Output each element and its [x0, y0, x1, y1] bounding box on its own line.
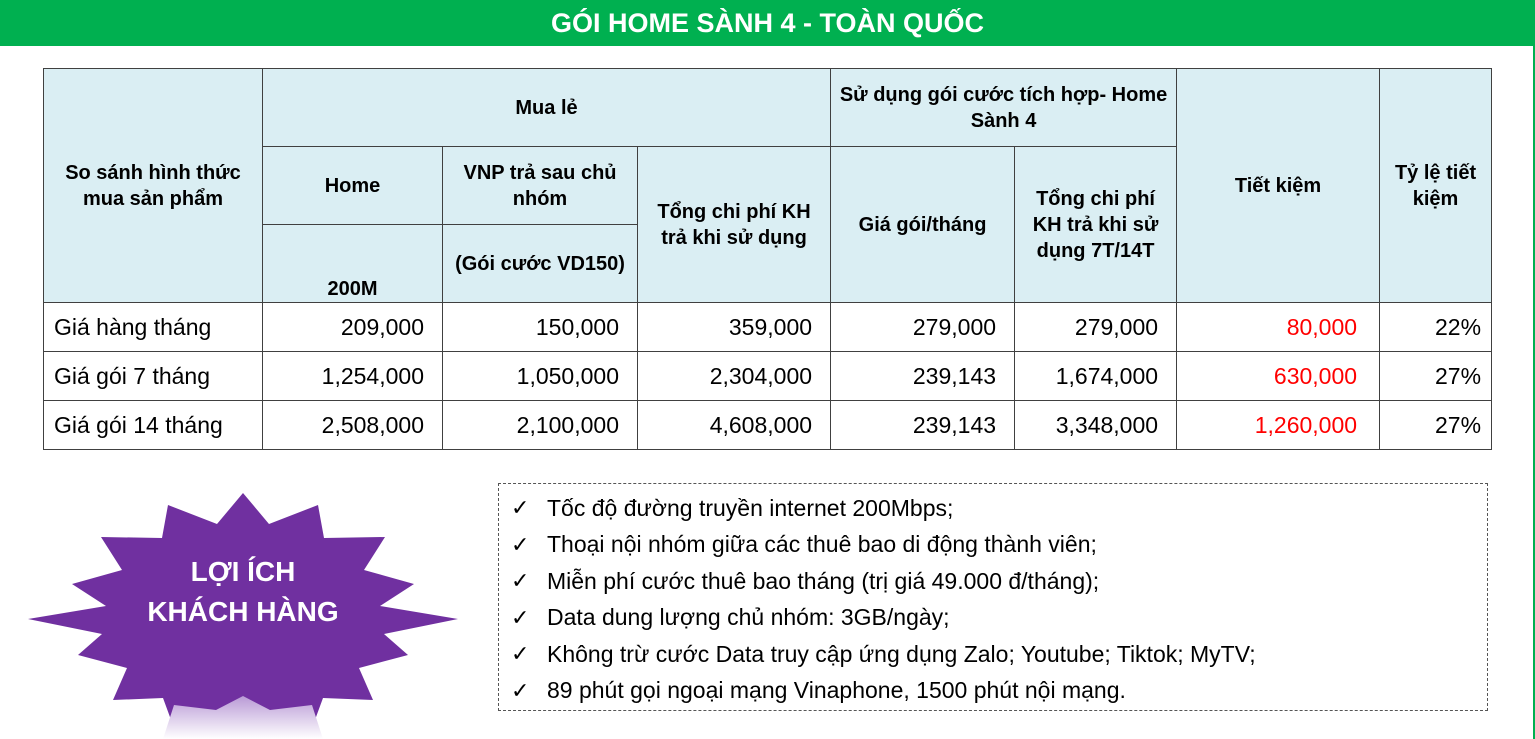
header-saving: Tiết kiệm [1177, 69, 1380, 303]
cell-rate: 22% [1380, 303, 1492, 352]
header-bundle-price: Giá gói/tháng [831, 147, 1015, 303]
cell-home: 2,508,000 [263, 401, 443, 450]
table-row [44, 401, 1492, 450]
cell-saving: 1,260,000 [1177, 401, 1380, 450]
list-item [499, 636, 1487, 673]
list-item [499, 563, 1487, 600]
benefit-text: Thoại nội nhóm giữa các thuê bao di động thành viên; [547, 531, 1097, 558]
check-icon: ✓ [511, 568, 530, 594]
header-home-speed: 200M [263, 225, 443, 303]
header-compare: So sánh hình thức mua sản phẩm [44, 69, 263, 303]
page-title: GÓI HOME SÀNH 4 - TOÀN QUỐC [550, 7, 985, 38]
cell-rate: 27% [1380, 401, 1492, 450]
row-label: Giá gói 14 tháng [44, 401, 263, 450]
comparison-table [43, 68, 1492, 450]
cell-bundle-price: 239,143 [831, 401, 1015, 450]
cell-vnp: 1,050,000 [443, 352, 638, 401]
page-title-banner [0, 0, 1535, 46]
cell-retail-total: 4,608,000 [638, 401, 831, 450]
header-retail: Mua lẻ [263, 69, 831, 147]
customer-benefits-badge [28, 490, 458, 739]
cell-bundle-price: 239,143 [831, 352, 1015, 401]
benefits-list [498, 483, 1488, 711]
check-icon: ✓ [511, 604, 530, 630]
benefit-text: Data dung lượng chủ nhóm: 3GB/ngày; [547, 604, 950, 631]
table-row [44, 303, 1492, 352]
benefit-text: Tốc độ đường truyền internet 200Mbps; [547, 494, 954, 521]
cell-rate: 27% [1380, 352, 1492, 401]
header-bundle: Sử dụng gói cước tích hợp- Home Sành 4 [831, 69, 1177, 147]
check-icon: ✓ [511, 641, 530, 667]
list-item [499, 490, 1487, 527]
table-row [44, 352, 1492, 401]
cell-saving: 80,000 [1177, 303, 1380, 352]
badge-text [28, 552, 458, 632]
cell-vnp: 150,000 [443, 303, 638, 352]
cell-saving: 630,000 [1177, 352, 1380, 401]
cell-bundle-total: 279,000 [1015, 303, 1177, 352]
list-item [499, 600, 1487, 637]
cell-home: 1,254,000 [263, 352, 443, 401]
cell-retail-total: 359,000 [638, 303, 831, 352]
cell-home: 209,000 [263, 303, 443, 352]
cell-vnp: 2,100,000 [443, 401, 638, 450]
benefit-text: Miễn phí cước thuê bao tháng (trị giá 49.000 đ/tháng); [547, 567, 1100, 594]
check-icon: ✓ [511, 531, 530, 557]
row-label: Giá gói 7 tháng [44, 352, 263, 401]
cell-retail-total: 2,304,000 [638, 352, 831, 401]
benefit-text: Không trừ cước Data truy cập ứng dụng Zalo; Youtube; Tiktok; MyTV; [547, 640, 1256, 667]
header-vnp-plan: (Gói cước VD150) [443, 225, 638, 303]
badge-line-1: LỢI ÍCH [190, 556, 296, 587]
header-bundle-total: Tổng chi phí KH trả khi sử dụng 7T/14T [1015, 147, 1177, 303]
list-item [499, 673, 1487, 710]
header-saving-rate: Tỷ lệ tiết kiệm [1380, 69, 1492, 303]
check-icon: ✓ [511, 495, 530, 521]
cell-bundle-price: 279,000 [831, 303, 1015, 352]
cell-bundle-total: 1,674,000 [1015, 352, 1177, 401]
cell-bundle-total: 3,348,000 [1015, 401, 1177, 450]
check-icon: ✓ [511, 677, 530, 703]
header-home: Home [263, 147, 443, 225]
list-item [499, 527, 1487, 564]
badge-line-2: KHÁCH HÀNG [147, 596, 339, 627]
benefit-text: 89 phút gọi ngoại mạng Vinaphone, 1500 phút nội mạng. [547, 677, 1126, 704]
header-vnp: VNP trả sau chủ nhóm [443, 147, 638, 225]
header-retail-total: Tổng chi phí KH trả khi sử dụng [638, 147, 831, 303]
row-label: Giá hàng tháng [44, 303, 263, 352]
